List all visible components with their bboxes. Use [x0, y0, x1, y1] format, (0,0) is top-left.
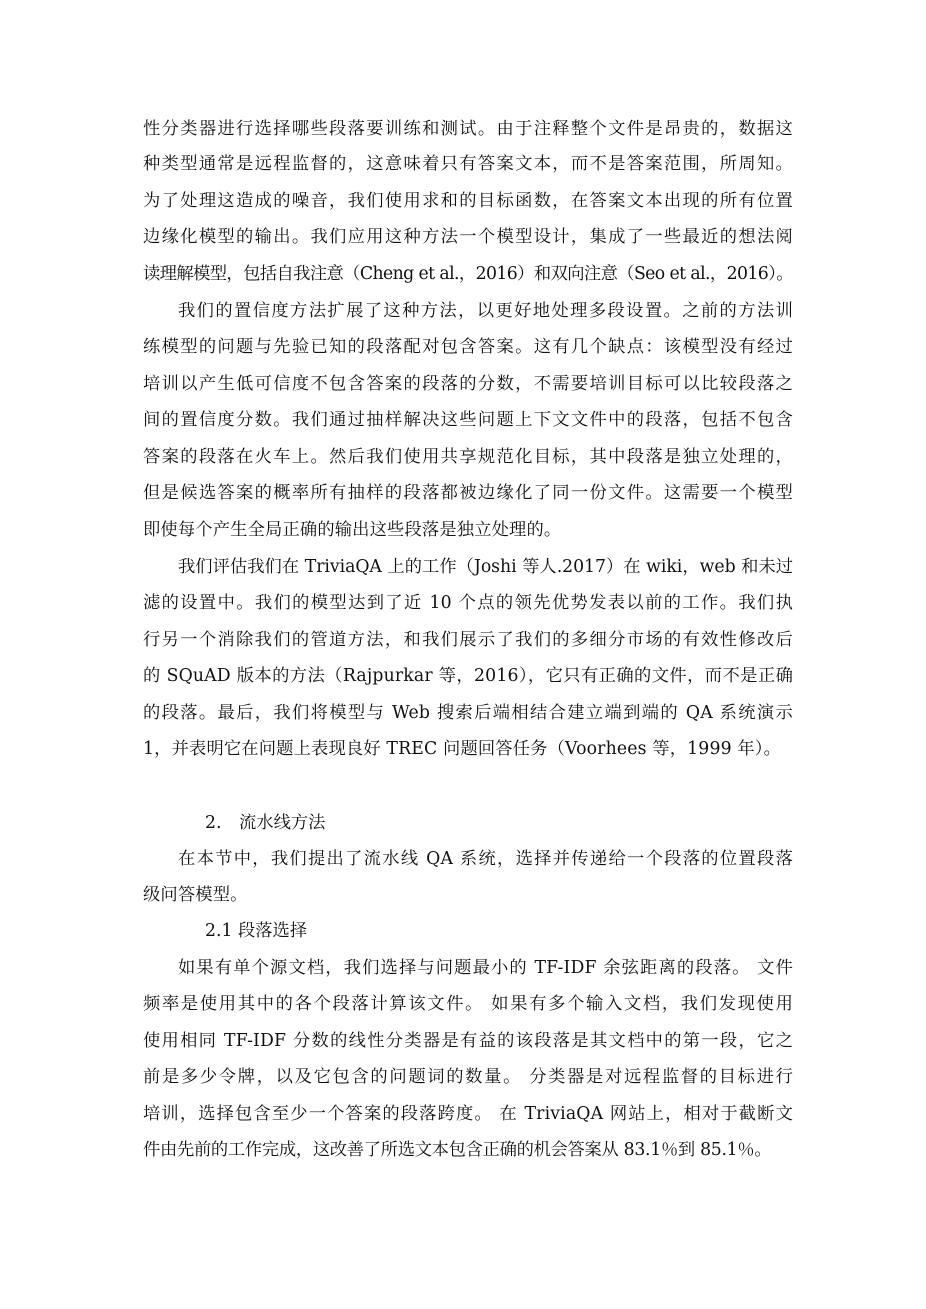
text-line: 即使每个产生全局正确的输出这些段落是独立处理的。 — [143, 520, 562, 540]
text-line: 前是多少令牌，以及它包含的问题词的数量。 分类器是对远程监督的目标进行 — [143, 1067, 793, 1087]
text-line: 我们的置信度方法扩展了这种方法，以更好地处理多段设置。之前的方法训 — [178, 301, 793, 321]
text-line: 性分类器进行选择哪些段落要训练和测试。由于注释整个文件是昂贵的，数据这 — [143, 119, 793, 139]
text-line: 如果有单个源文档，我们选择与问题最小的 TF-IDF 余弦距离的段落。 文件 — [178, 958, 793, 978]
section-heading-pipeline — [205, 808, 325, 838]
text-line: 培训以产生低可信度不包含答案的段落的分数，不需要培训目标可以比较段落之 — [143, 374, 793, 394]
text-line: 边缘化模型的输出。我们应用这种方法一个模型设计，集成了一些最近的想法阅 — [143, 227, 793, 247]
text-line: 的 SQuAD 版本的方法（Rajpurkar 等，2016），它只有正确的文件，而不是正确 — [143, 666, 793, 686]
text-line: 件由先前的工作完成，这改善了所选文本包含正确的机会答案从 83.1％到 85.1％。 — [143, 1140, 772, 1160]
text-line: 为了处理这造成的噪音，我们使用求和的目标函数，在答案文本出现的所有位置 — [143, 191, 793, 211]
text-line: 频率是使用其中的各个段落计算该文件。 如果有多个输入文档，我们发现使用 — [143, 994, 793, 1014]
section-title: 流水线方法 — [239, 813, 326, 833]
text-line: 种类型通常是远程监督的，这意味着只有答案文本，而不是答案范围，所周知。 — [143, 154, 793, 174]
text-line: 在本节中，我们提出了流水线 QA 系统，选择并传递给一个段落的位置段落 — [178, 849, 793, 869]
text-line: 使用相同 TF-IDF 分数的线性分类器是有益的该段落是其文档中的第一段，它之 — [143, 1031, 793, 1051]
text-line: 行另一个消除我们的管道方法，和我们展示了我们的多细分市场的有效性修改后 — [143, 630, 793, 650]
text-line: 1，并表明它在问题上表现良好 TREC 问题回答任务（Voorhees 等，1999 年）。 — [143, 739, 782, 759]
text-line: 但是候选答案的概率所有抽样的段落都被边缘化了同一份文件。这需要一个模型 — [143, 483, 793, 503]
section-number: 2. — [205, 813, 222, 833]
text-line: 间的置信度分数。我们通过抽样解决这些问题上下文文件中的段落，包括不包含 — [143, 410, 793, 430]
text-line: 级问答模型。 — [143, 885, 248, 905]
text-line: 练模型的问题与先验已知的段落配对包含答案。这有几个缺点：该模型没有经过 — [143, 337, 793, 357]
text-line: 的段落。最后，我们将模型与 Web 搜索后端相结合建立端到端的 QA 系统演示 — [143, 703, 793, 723]
subsection-heading-paragraph-selection: 2.1 段落选择 — [205, 921, 308, 941]
text-line: 滤的设置中。我们的模型达到了近 10 个点的领先优势发表以前的工作。我们执 — [143, 593, 793, 613]
text-line: 答案的段落在火车上。然后我们使用共享规范化目标，其中段落是独立处理的， — [143, 447, 793, 467]
text-line: 读理解模型，包括自我注意（Cheng et al.，2016）和双向注意（Seo et al.，2016）。 — [143, 264, 793, 284]
text-line: 培训，选择包含至少一个答案的段落跨度。 在 TriviaQA 网站上，相对于截断文 — [143, 1104, 793, 1124]
text-line: 我们评估我们在 TriviaQA 上的工作（Joshi 等人.2017）在 wiki，web 和未过 — [178, 557, 793, 577]
